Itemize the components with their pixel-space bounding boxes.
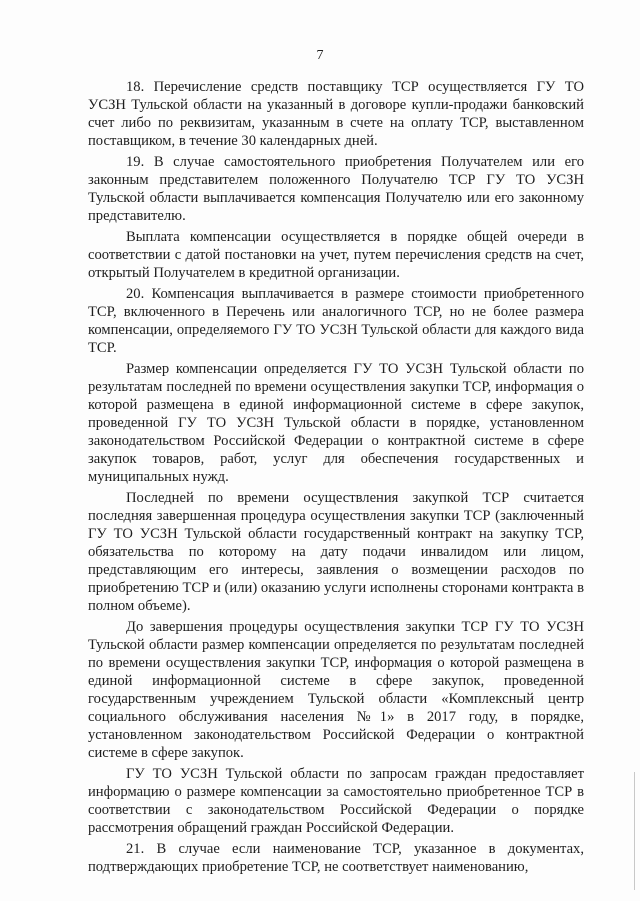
paragraph-compensation-payment-order: Выплата компенсации осуществляется в порядке общей очереди в соответствии с датой постановки на учет, путем перечисления средств на счет, открытый Получателем в кредитной организации.	[88, 229, 584, 281]
paragraph-last-procurement-definition: Последней по времени осуществления закупкой ТСР считается последняя завершенная процедура осуществления закупки ТСР (заключенный ГУ ТО УСЗН Тульской области государственный контракт на закупку ТСР, обязательства по которому на дату подачи инвалидом или лицом, представляющим его интересы, заявления о возмещении расходов по приобретению ТСР и (или) оказанию услуги исполнены сторонами контракта в полном объеме).	[88, 490, 584, 614]
page-number: 7	[316, 48, 324, 63]
paragraph-20-compensation-amount: 20. Компенсация выплачивается в размере стоимости приобретенного ТСР, включенного в Перечень или аналогичного ТСР, но не более размера компенсации, определяемого ГУ ТО УСЗН Тульской области для каждого вида ТСР.	[88, 286, 584, 356]
paragraph-before-procurement-completion: До завершения процедуры осуществления закупки ТСР ГУ ТО УСЗН Тульской области размер компенсации определяется по результатам последней по времени осуществления закупки ТСР, информация о которой размещена в единой информационной системе в сфере закупок, проведенной государственным учреждением Тульской области «Комплексный центр социального обслуживания населения №1» в 2017 году, в порядке, установленном законодательством Российской Федерации о контрактной системе в сфере закупок.	[88, 619, 584, 761]
scan-edge-line	[634, 772, 635, 890]
paragraph-compensation-size-determination: Размер компенсации определяется ГУ ТО УСЗН Тульской области по результатам последней по времени осуществления закупки ТСР, информация о которой размещена в единой информационной системе в сфере закупок, проведенной ГУ ТО УСЗН Тульской области в порядке, установленном законодательством Российской Федерации о контрактной системе в сфере закупок товаров, работ, услуг для обеспечения государственных и муниципальных нужд.	[88, 361, 584, 485]
paragraph-21-name-mismatch: 21. В случае если наименование ТСР, указанное в документах, подтверждающих приобретение ТСР, не соответствует наименованию,	[88, 841, 584, 875]
paragraph-information-on-request: ГУ ТО УСЗН Тульской области по запросам граждан предоставляет информацию о размере компенсации за самостоятельно приобретенное ТСР в соответствии с законодательством Российской Федерации о порядке рассмотрения обращений граждан Российской Федерации.	[88, 766, 584, 836]
document-body	[88, 78, 584, 879]
paragraph-18-payment-to-supplier: 18. Перечисление средств поставщику ТСР осуществляется ГУ ТО УСЗН Тульской области на указанный в договоре купли-продажи банковский счет либо по реквизитам, указанным в счете на оплату ТСР, выставленном поставщиком, в течение 30 календарных дней.	[88, 79, 584, 149]
paragraph-19-self-purchase-compensation: 19. В случае самостоятельного приобретения Получателем или его законным представителем положенного Получателю ТСР ГУ ТО УСЗН Тульской области выплачивается компенсация Получателю или его законному представителю.	[88, 154, 584, 224]
